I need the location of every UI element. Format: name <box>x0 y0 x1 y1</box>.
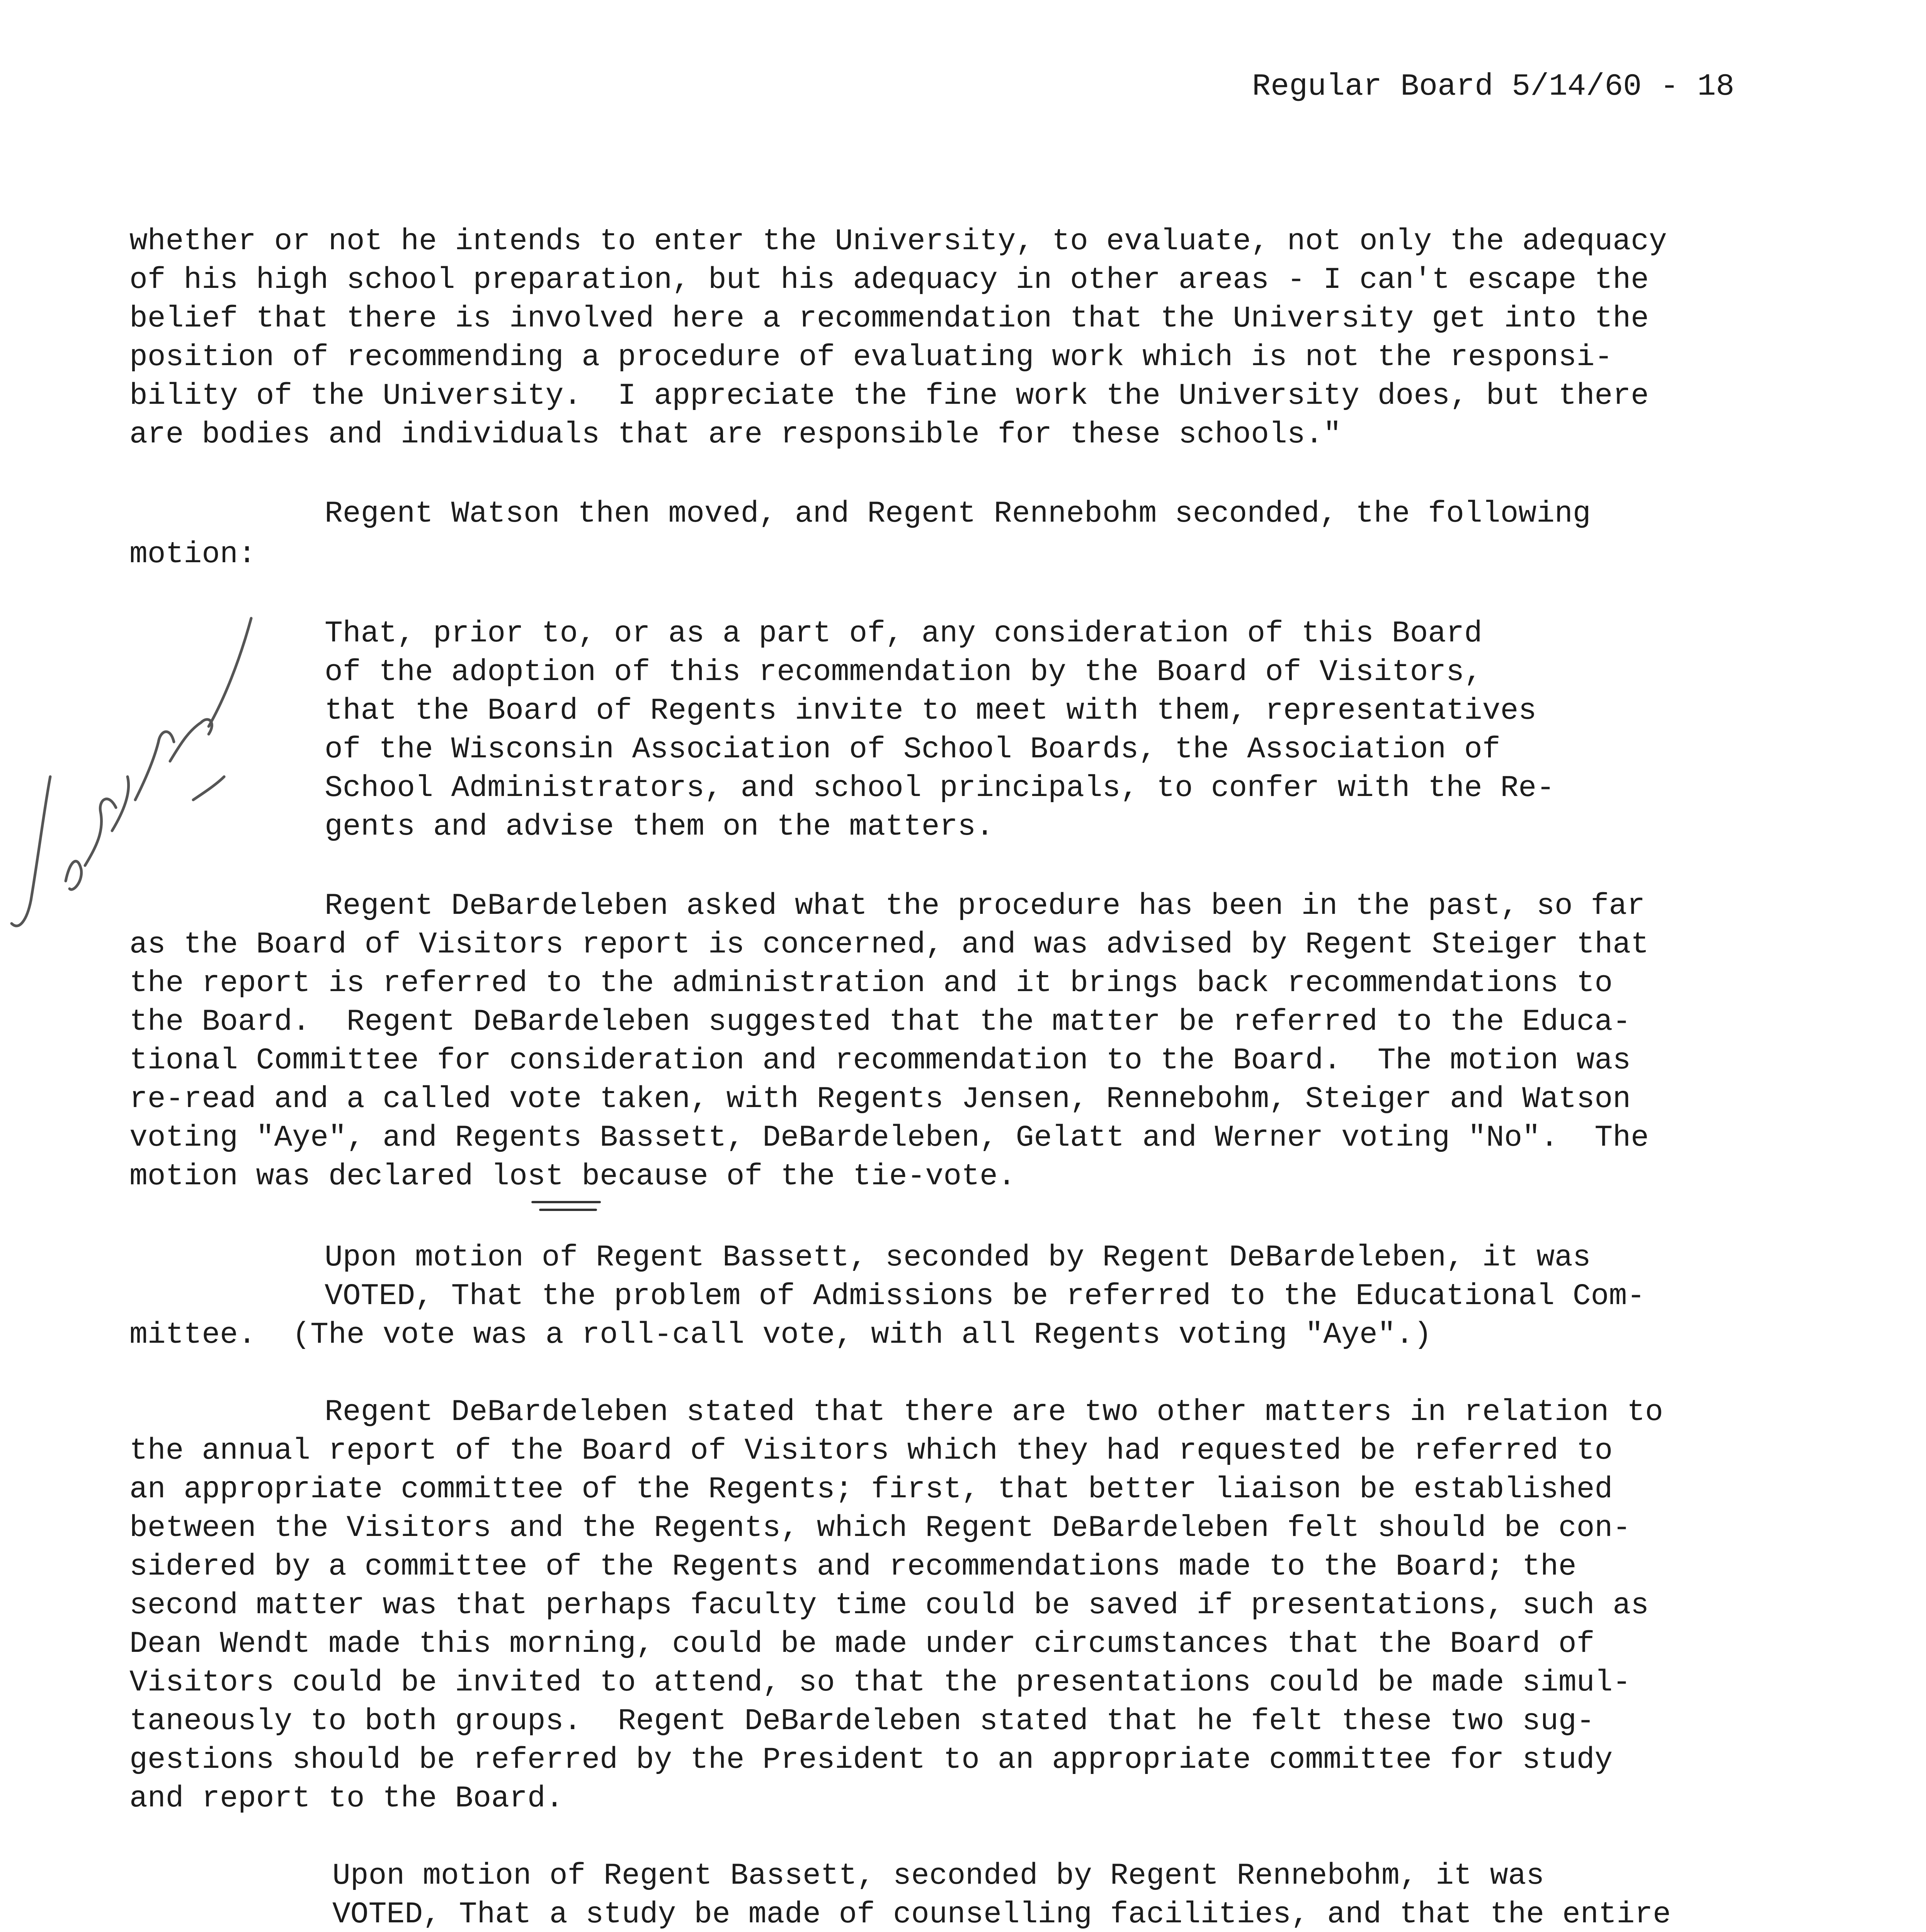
p1-line: whether or not he intends to enter the University, to evaluate, not only the adequacy <box>129 224 1667 259</box>
p1-line: are bodies and individuals that are responsible for these schools." <box>129 418 1342 452</box>
motion-line: that the Board of Regents invite to meet with them, representatives <box>325 694 1537 728</box>
p6-line: and report to the Board. <box>129 1782 564 1816</box>
p4-line: re-read and a called vote taken, with Regents Jensen, Rennebohm, Steiger and Watson <box>129 1082 1631 1116</box>
p2-line: motion: <box>129 537 256 571</box>
motion-line: of the adoption of this recommendation by the Board of Visitors, <box>325 655 1482 689</box>
p6-line: Regent DeBardeleben stated that there are two other matters in relation to <box>325 1395 1663 1429</box>
p4-line: as the Board of Visitors report is concerned, and was advised by Regent Steiger that <box>129 928 1649 962</box>
lost-underline <box>531 1201 601 1203</box>
p4-line: tional Committee for consideration and recommendation to the Board. The motion was <box>129 1044 1631 1078</box>
p6-line: an appropriate committee of the Regents; first, that better liaison be established <box>129 1473 1613 1507</box>
p6-line: sidered by a committee of the Regents and recommendations made to the Board; the <box>129 1550 1577 1584</box>
page-header: Regular Board 5/14/60 - 18 <box>1252 69 1735 104</box>
p4-line: the Board. Regent DeBardeleben suggested that the matter be referred to the Educa- <box>129 1005 1631 1039</box>
motion-line: gents and advise them on the matters. <box>325 810 994 844</box>
p6-line: Dean Wendt made this morning, could be made under circumstances that the Board of <box>129 1627 1595 1661</box>
p4-line: motion was declared lost because of the tie-vote. <box>129 1160 1016 1194</box>
p5-line: Upon motion of Regent Bassett, seconded by Regent DeBardeleben, it was <box>325 1241 1591 1275</box>
motion-line: School Administrators, and school principals, to confer with the Re- <box>325 771 1555 805</box>
p5-line: mittee. (The vote was a roll-call vote, with all Regents voting "Aye".) <box>129 1318 1432 1352</box>
p6-line: gestions should be referred by the President to an appropriate committee for study <box>129 1743 1613 1777</box>
p6-line: Visitors could be invited to attend, so that the presentations could be made simul- <box>129 1666 1631 1700</box>
motion-line: That, prior to, or as a part of, any consideration of this Board <box>325 617 1482 651</box>
lost-underline <box>539 1209 597 1211</box>
p6-line: taneously to both groups. Regent DeBardeleben stated that he felt these two sug- <box>129 1704 1595 1738</box>
handwritten-margin-note <box>8 560 255 985</box>
p6-line: between the Visitors and the Regents, which Regent DeBardeleben felt should be con- <box>129 1511 1631 1545</box>
p4-line: voting "Aye", and Regents Bassett, DeBardeleben, Gelatt and Werner voting "No". The <box>129 1121 1649 1155</box>
p2-line: Regent Watson then moved, and Regent Rennebohm seconded, the following <box>325 497 1591 531</box>
p1-line: of his high school preparation, but his adequacy in other areas - I can't escape the <box>129 263 1649 297</box>
p1-line: bility of the University. I appreciate the fine work the University does, but there <box>129 379 1649 413</box>
p7-line: VOTED, That a study be made of counselling facilities, and that the entire <box>332 1898 1671 1932</box>
p1-line: position of recommending a procedure of evaluating work which is not the responsi- <box>129 340 1613 374</box>
motion-line: of the Wisconsin Association of School Boards, the Association of <box>325 733 1501 767</box>
p7-line: Upon motion of Regent Bassett, seconded by Regent Rennebohm, it was <box>332 1859 1545 1893</box>
p4-line: Regent DeBardeleben asked what the procedure has been in the past, so far <box>325 889 1645 923</box>
p6-line: the annual report of the Board of Visitors which they had requested be referred to <box>129 1434 1613 1468</box>
p6-line: second matter was that perhaps faculty time could be saved if presentations, such as <box>129 1588 1649 1622</box>
p4-line: the report is referred to the administration and it brings back recommendations to <box>129 966 1613 1000</box>
p1-line: belief that there is involved here a recommendation that the University get into the <box>129 302 1649 336</box>
p5-line: VOTED, That the problem of Admissions be referred to the Educational Com- <box>325 1279 1645 1313</box>
